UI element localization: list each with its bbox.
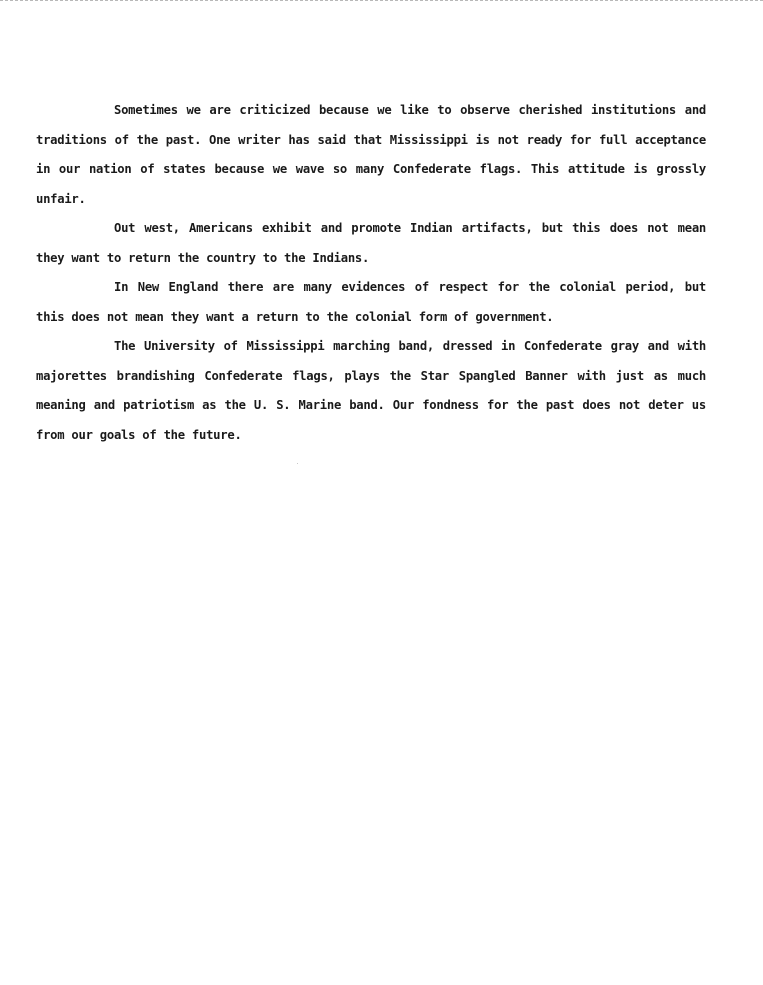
page-top-edge	[0, 0, 763, 1]
paragraph-new-england: In New England there are many evidences of respect for the colonial period, but this does not mean they want a return to the colonial form of government.	[36, 280, 706, 324]
paragraph-out-west: Out west, Americans exhibit and promote Indian artifacts, but this does not mean they want to return the country to the Indians.	[36, 221, 706, 265]
paragraph-institutions: Sometimes we are criticized because we like to observe cherished institutions and traditions of the past. One writer has said that Mississippi is not ready for full acceptance in our nation of states because we wave so many Confederate flags. This attitude is grossly unfair.	[36, 103, 706, 206]
paragraph-marching-band: The University of Mississippi marching band, dressed in Confederate gray and with majorettes brandishing Confederate flags, plays the Star Spangled Banner with just as much meaning and patriotism as the U. S. Marine band. Our fondness for the past does not deter us from our goals of the future.	[36, 339, 706, 442]
paper-speck	[297, 463, 298, 464]
typed-page-body	[36, 96, 706, 450]
